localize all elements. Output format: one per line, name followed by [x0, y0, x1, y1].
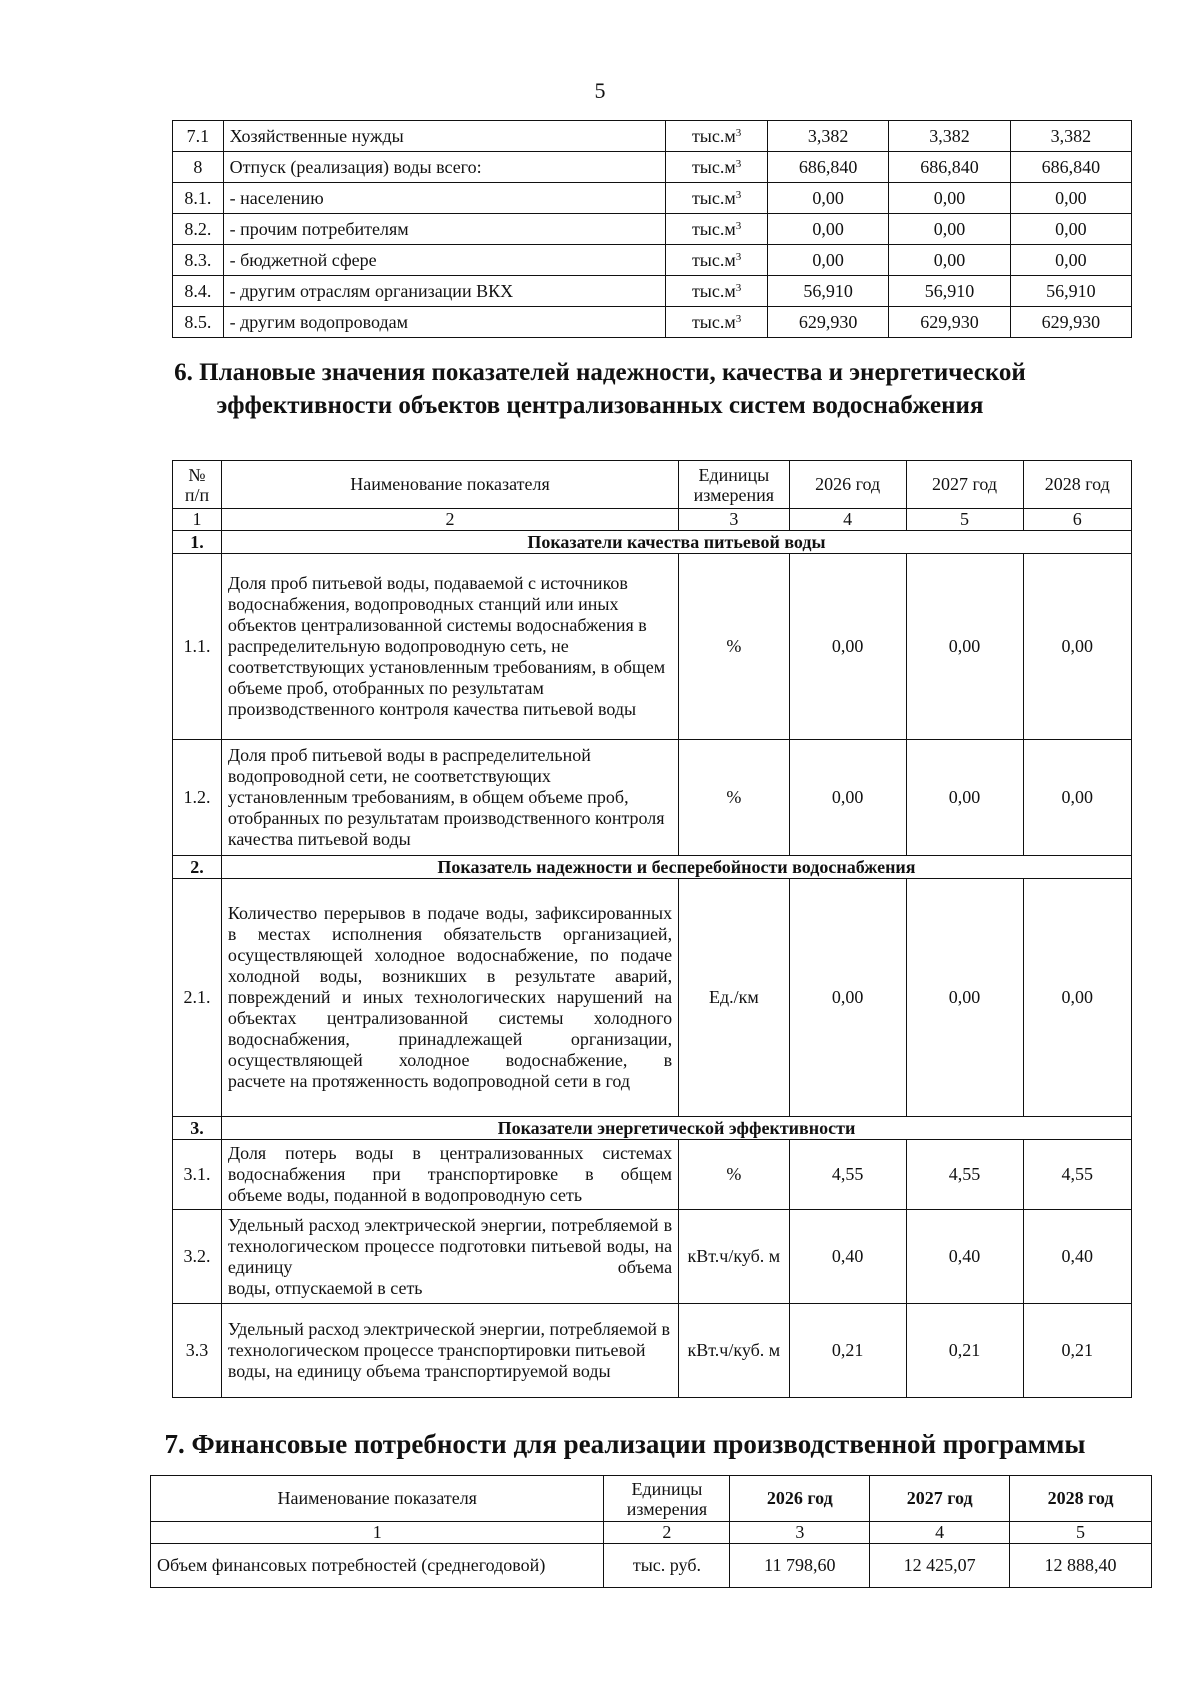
col-number: 1	[151, 1522, 604, 1544]
row-name: - бюджетной сфере	[223, 245, 666, 276]
row-value: 0,00	[789, 554, 906, 740]
col-number: 3	[730, 1522, 870, 1544]
row-unit	[666, 307, 768, 338]
table-row	[151, 1544, 1152, 1588]
col-number: 5	[1010, 1522, 1152, 1544]
row-value: 686,840	[767, 152, 888, 183]
financial-table	[150, 1475, 1152, 1588]
group-num: 2.	[173, 856, 222, 879]
row-value: 4,55	[906, 1140, 1023, 1210]
header-num: № п/п	[173, 461, 222, 509]
unit-text: тыс.м	[691, 249, 736, 270]
row-value: 629,930	[767, 307, 888, 338]
row-value: 0,40	[1023, 1210, 1131, 1304]
row-value: 0,00	[889, 245, 1010, 276]
row-value: 0,00	[906, 554, 1023, 740]
row-value: 0,00	[767, 214, 888, 245]
row-name-text-last: воды, отпускаемой в сеть	[227, 1277, 423, 1298]
row-num: 8.2.	[173, 214, 224, 245]
row-value: 0,00	[1023, 879, 1131, 1117]
table-row	[173, 1210, 1132, 1304]
row-name: - прочим потребителям	[223, 214, 666, 245]
table-row	[173, 152, 1132, 183]
row-num: 8.4.	[173, 276, 224, 307]
row-value: 0,21	[789, 1304, 906, 1398]
row-value: 0,00	[1010, 214, 1131, 245]
header-year-1: 2026 год	[730, 1476, 870, 1522]
unit-superscript: 3	[735, 219, 742, 232]
row-unit	[666, 276, 768, 307]
header-year-3: 2028 год	[1023, 461, 1131, 509]
column-numbers-row	[173, 509, 1132, 531]
row-value: 12 425,07	[870, 1544, 1010, 1588]
row-value: 629,930	[889, 307, 1010, 338]
row-num: 3.1.	[173, 1140, 222, 1210]
row-value: 3,382	[1010, 121, 1131, 152]
column-numbers-row	[151, 1522, 1152, 1544]
row-num: 3.3	[173, 1304, 222, 1398]
row-unit	[666, 183, 768, 214]
col-number: 3	[679, 509, 790, 531]
table-row	[173, 879, 1132, 1117]
row-value: 629,930	[1010, 307, 1131, 338]
unit-superscript: 3	[735, 312, 742, 325]
row-name-text: Количество перерывов в подаче воды, зафиксированных в местах исполнения обязательств организацией, осуществляющей холодное водоснабжение, по подаче холодной воды, возникших в результате аварий, повреждений и иных технологических нарушений на объектах централизованной системы холодного водоснабжения, принадлежащей организации, осуществляющей холодное водоснабжение, в	[227, 903, 673, 1070]
group-title: Показатели качества питьевой воды	[221, 531, 1131, 554]
header-name: Наименование показателя	[151, 1476, 604, 1522]
group-num: 3.	[173, 1117, 222, 1140]
unit-text: тыс.м	[691, 187, 736, 208]
group-row	[173, 531, 1132, 554]
row-name: Хозяйственные нужды	[223, 121, 666, 152]
row-name: Удельный расход электрической энергии, потребляемой в технологическом процессе транспортировки питьевой воды, на единицу объема транспортируемой воды	[221, 1304, 678, 1398]
section-7-title: 7. Финансовые потребности для реализации производственной программы	[164, 1429, 1086, 1459]
col-number: 4	[870, 1522, 1010, 1544]
table-row	[173, 121, 1132, 152]
row-value: 56,910	[1010, 276, 1131, 307]
group-num: 1.	[173, 531, 222, 554]
group-row	[173, 1117, 1132, 1140]
table-row	[173, 307, 1132, 338]
table-row	[173, 740, 1132, 856]
row-name: - другим водопроводам	[223, 307, 666, 338]
row-unit	[666, 214, 768, 245]
row-name: Доля проб питьевой воды, подаваемой с источников водоснабжения, водопроводных станций или иных объектов централизованной системы водоснабжения в распределительную водопроводную сеть, не соответствующих установленным требованиям, в общем объеме проб, отобранных по результатам производственного контроля качества питьевой воды	[221, 554, 678, 740]
row-num: 8.1.	[173, 183, 224, 214]
col-number: 6	[1023, 509, 1131, 531]
row-name: Объем финансовых потребностей (среднегодовой)	[151, 1544, 604, 1588]
row-value: 0,21	[1023, 1304, 1131, 1398]
row-num: 8	[173, 152, 224, 183]
row-value: 56,910	[767, 276, 888, 307]
row-value: 11 798,60	[730, 1544, 870, 1588]
row-value: 0,00	[906, 740, 1023, 856]
row-value: 0,00	[889, 183, 1010, 214]
col-number: 4	[789, 509, 906, 531]
row-num: 7.1	[173, 121, 224, 152]
row-unit: %	[679, 740, 790, 856]
table-row	[173, 1140, 1132, 1210]
row-num: 1.2.	[173, 740, 222, 856]
row-unit: кВт.ч/куб. м	[679, 1210, 790, 1304]
unit-superscript: 3	[735, 250, 742, 263]
row-name: Доля проб питьевой воды в распределительной водопроводной сети, не соответствующих установленным требованиям, в общем объеме проб, отобранных по результатам производственного контроля качества питьевой воды	[221, 740, 678, 856]
group-title: Показатель надежности и бесперебойности водоснабжения	[221, 856, 1131, 879]
indicators-table	[172, 460, 1132, 1398]
row-value: 4,55	[789, 1140, 906, 1210]
row-unit: %	[679, 1140, 790, 1210]
row-value: 686,840	[1010, 152, 1131, 183]
row-num: 2.1.	[173, 879, 222, 1117]
row-value: 0,00	[1023, 740, 1131, 856]
table-header-row	[151, 1476, 1152, 1522]
row-name-text-last: объеме воды, поданной в водопроводную сеть	[227, 1185, 583, 1205]
row-name-text-last: расчете на протяженность водопроводной сети в год	[227, 1071, 631, 1091]
table-row	[173, 1304, 1132, 1398]
row-value: 0,00	[767, 245, 888, 276]
row-value: 3,382	[889, 121, 1010, 152]
row-unit: тыс. руб.	[604, 1544, 730, 1588]
unit-text: тыс.м	[691, 218, 736, 239]
table-row	[173, 214, 1132, 245]
row-unit: кВт.ч/куб. м	[679, 1304, 790, 1398]
row-value: 686,840	[889, 152, 1010, 183]
header-name: Наименование показателя	[221, 461, 678, 509]
col-number: 2	[221, 509, 678, 531]
row-value: 12 888,40	[1010, 1544, 1152, 1588]
table-row	[173, 183, 1132, 214]
row-unit	[666, 152, 768, 183]
header-unit: Единицы измерения	[604, 1476, 730, 1522]
header-year-2: 2027 год	[906, 461, 1023, 509]
row-unit	[666, 245, 768, 276]
row-value: 4,55	[1023, 1140, 1131, 1210]
col-number: 2	[604, 1522, 730, 1544]
unit-superscript: 3	[735, 126, 742, 139]
row-unit	[666, 121, 768, 152]
row-name-text: Удельный расход электрической энергии, потребляемой в технологическом процессе подготовки питьевой воды, на единицу объема	[227, 1214, 673, 1277]
row-value: 3,382	[767, 121, 888, 152]
table-row	[173, 276, 1132, 307]
row-name	[221, 879, 678, 1117]
row-unit: Ед./км	[679, 879, 790, 1117]
header-year-1: 2026 год	[789, 461, 906, 509]
group-title: Показатели энергетической эффективности	[221, 1117, 1131, 1140]
col-number: 1	[173, 509, 222, 531]
row-num: 8.5.	[173, 307, 224, 338]
header-year-2: 2027 год	[870, 1476, 1010, 1522]
row-value: 0,00	[906, 879, 1023, 1117]
row-num: 3.2.	[173, 1210, 222, 1304]
row-value: 0,00	[1010, 245, 1131, 276]
unit-text: тыс.м	[691, 156, 736, 177]
unit-text: тыс.м	[691, 125, 736, 146]
row-name: - другим отраслям организации ВКХ	[223, 276, 666, 307]
water-supply-table	[172, 120, 1132, 338]
col-number: 5	[906, 509, 1023, 531]
group-row	[173, 856, 1132, 879]
header-unit: Единицы измерения	[679, 461, 790, 509]
table-row	[173, 554, 1132, 740]
row-name: - населению	[223, 183, 666, 214]
row-value: 0,40	[906, 1210, 1023, 1304]
row-value: 0,00	[789, 740, 906, 856]
row-value: 0,00	[1023, 554, 1131, 740]
unit-superscript: 3	[735, 188, 742, 201]
row-value: 0,40	[789, 1210, 906, 1304]
unit-text: тыс.м	[691, 280, 736, 301]
unit-text: тыс.м	[691, 311, 736, 332]
row-num: 1.1.	[173, 554, 222, 740]
row-num: 8.3.	[173, 245, 224, 276]
row-value: 56,910	[889, 276, 1010, 307]
header-year-3: 2028 год	[1010, 1476, 1152, 1522]
row-name: Отпуск (реализация) воды всего:	[223, 152, 666, 183]
row-value: 0,00	[1010, 183, 1131, 214]
row-name	[221, 1210, 678, 1304]
unit-superscript: 3	[735, 281, 742, 294]
page-number: 5	[594, 78, 606, 103]
unit-superscript: 3	[735, 157, 742, 170]
row-value: 0,21	[906, 1304, 1023, 1398]
row-value: 0,00	[789, 879, 906, 1117]
section-6-title: 6. Плановые значения показателей надежности, качества и энергетической эффективности объектов централизованных систем водоснабжения	[174, 359, 1026, 419]
row-value: 0,00	[767, 183, 888, 214]
row-value: 0,00	[889, 214, 1010, 245]
row-name-text: Доля потерь воды в централизованных системах водоснабжения при транспортировке в общем	[227, 1143, 673, 1184]
row-unit: %	[679, 554, 790, 740]
table-header-row	[173, 461, 1132, 509]
row-name	[221, 1140, 678, 1210]
table-row	[173, 245, 1132, 276]
